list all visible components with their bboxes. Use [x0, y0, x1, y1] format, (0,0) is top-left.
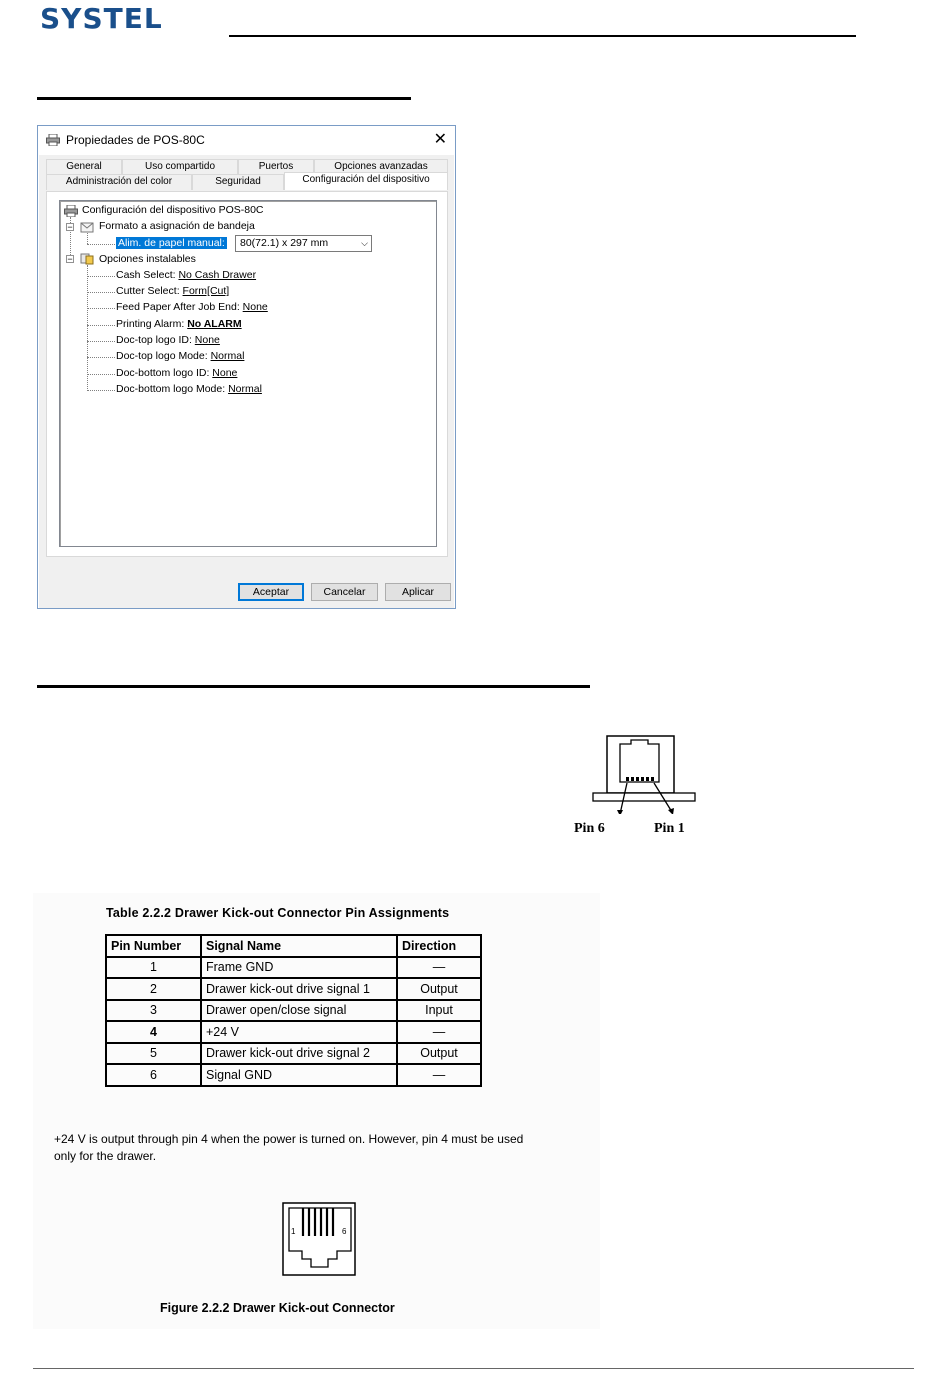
table-cell: 2: [106, 978, 201, 1000]
note-line-1: +24 V is output through pin 4 when the power is turned on. However, pin 4 must be used: [54, 1132, 524, 1146]
tree-guide-line: [87, 292, 115, 293]
tree-root-label: Configuración del dispositivo POS-80C: [82, 204, 264, 216]
tree-guide-line: [87, 276, 115, 277]
printer-node-icon: [64, 205, 78, 217]
section-heading-rule: [37, 685, 590, 688]
collapse-toggle-icon[interactable]: −: [67, 254, 73, 264]
option-feed-paper[interactable]: Feed Paper After Job End: None: [116, 301, 268, 313]
dialog-title: Propiedades de POS-80C: [66, 133, 205, 147]
device-settings-tree: [59, 200, 437, 547]
table-cell: Drawer kick-out drive signal 1: [201, 978, 397, 1000]
table-cell: 5: [106, 1043, 201, 1065]
installable-options-label[interactable]: Opciones instalables: [99, 253, 196, 265]
table-row: [106, 1000, 481, 1022]
table-cell: Signal GND: [201, 1064, 397, 1086]
tab-opciones-avanzadas[interactable]: Opciones avanzadas: [314, 159, 448, 174]
table-cell: —: [397, 1021, 481, 1043]
printer-properties-dialog: [37, 125, 456, 609]
table-row: [106, 957, 481, 979]
cancel-button[interactable]: Cancelar: [311, 583, 378, 601]
options-icon: [80, 252, 94, 265]
apply-button[interactable]: Aplicar: [385, 583, 451, 601]
table-cell: Frame GND: [201, 957, 397, 979]
dialog-client-area: [39, 155, 454, 608]
column-header: Signal Name: [201, 935, 397, 957]
column-header: Direction: [397, 935, 481, 957]
table-row: [106, 1064, 481, 1086]
chevron-down-icon: ⌵: [361, 238, 368, 248]
table-cell: 4: [106, 1021, 201, 1043]
table-row: [106, 978, 481, 1000]
figure-pin-1-label: 1: [291, 1227, 296, 1236]
tree-guide-line: [87, 265, 88, 391]
option-printing-alarm[interactable]: Printing Alarm: No ALARM: [116, 318, 242, 330]
table-cell: Drawer kick-out drive signal 2: [201, 1043, 397, 1065]
paper-source-label[interactable]: Alim. de papel manual:: [118, 237, 225, 249]
collapse-toggle-icon[interactable]: −: [67, 222, 73, 232]
tray-group-label[interactable]: Formato a asignación de bandeja: [99, 220, 255, 232]
figure-caption: Figure 2.2.2 Drawer Kick-out Connector: [160, 1301, 395, 1315]
table-cell: —: [397, 1064, 481, 1086]
table-cell: +24 V: [201, 1021, 397, 1043]
tree-guide-line: [87, 374, 115, 375]
option-doc-top-logo-id[interactable]: Doc-top logo ID: None: [116, 334, 220, 346]
tree-guide-line: [87, 341, 115, 342]
note-line-2: only for the drawer.: [54, 1149, 157, 1163]
table-caption: Table 2.2.2 Drawer Kick-out Connector Pin Assignments: [106, 906, 450, 920]
drawer-connector-figure: [281, 1201, 359, 1277]
tree-guide-line: [87, 357, 115, 358]
table-row: [106, 1021, 481, 1043]
tree-guide-line: [87, 390, 115, 391]
figure-pin-6-label: 6: [342, 1227, 347, 1236]
tree-guide-line: [87, 233, 88, 244]
pin-6-label: Pin 6: [574, 821, 605, 836]
paper-size-value: 80(72.1) x 297 mm: [240, 237, 329, 249]
tree-guide-line: [87, 308, 115, 309]
tray-icon: [80, 220, 94, 233]
pin-assignment-table: [105, 934, 482, 1087]
tree-guide-line: [87, 244, 115, 245]
table-cell: 3: [106, 1000, 201, 1022]
tab-general[interactable]: General: [46, 159, 122, 174]
pin-1-label: Pin 1: [654, 821, 685, 836]
option-cash-select[interactable]: Cash Select: No Cash Drawer: [116, 269, 257, 281]
table-cell: 6: [106, 1064, 201, 1086]
tab-administracion-color[interactable]: Administración del color: [46, 174, 192, 190]
table-cell: Output: [397, 978, 481, 1000]
paper-size-dropdown[interactable]: [235, 235, 372, 252]
option-cutter-select[interactable]: Cutter Select: Form[Cut]: [116, 285, 230, 297]
column-header: Pin Number: [106, 935, 201, 957]
tree-guide-line: [87, 325, 115, 326]
table-cell: Drawer open/close signal: [201, 1000, 397, 1022]
header-rule: [229, 35, 856, 37]
table-cell: —: [397, 957, 481, 979]
tab-configuracion-dispositivo[interactable]: Configuración del dispositivo: [284, 172, 448, 190]
footer-rule: [33, 1368, 914, 1369]
option-doc-bottom-logo-id[interactable]: Doc-bottom logo ID: None: [116, 367, 238, 379]
close-icon[interactable]: ✕: [433, 131, 447, 148]
section-heading-rule: [37, 97, 411, 100]
tab-page: [46, 191, 448, 557]
option-doc-top-logo-mode[interactable]: Doc-top logo Mode: Normal: [116, 350, 245, 362]
company-logo: SYSTEL: [40, 2, 163, 35]
connector-drawing: [590, 734, 700, 814]
table-header-row: [106, 935, 481, 957]
table-cell: 1: [106, 957, 201, 979]
table-row: [106, 1043, 481, 1065]
dialog-titlebar: [38, 126, 455, 154]
tab-uso-compartido[interactable]: Uso compartido: [122, 159, 238, 174]
tab-puertos[interactable]: Puertos: [238, 159, 314, 174]
option-doc-bottom-logo-mode[interactable]: Doc-bottom logo Mode: Normal: [116, 383, 262, 395]
table-cell: Output: [397, 1043, 481, 1065]
tab-seguridad[interactable]: Seguridad: [192, 174, 284, 190]
printer-icon: [46, 134, 60, 146]
pin-assignment-scan: [33, 893, 600, 1329]
table-cell: Input: [397, 1000, 481, 1022]
accept-button[interactable]: Aceptar: [238, 583, 304, 601]
